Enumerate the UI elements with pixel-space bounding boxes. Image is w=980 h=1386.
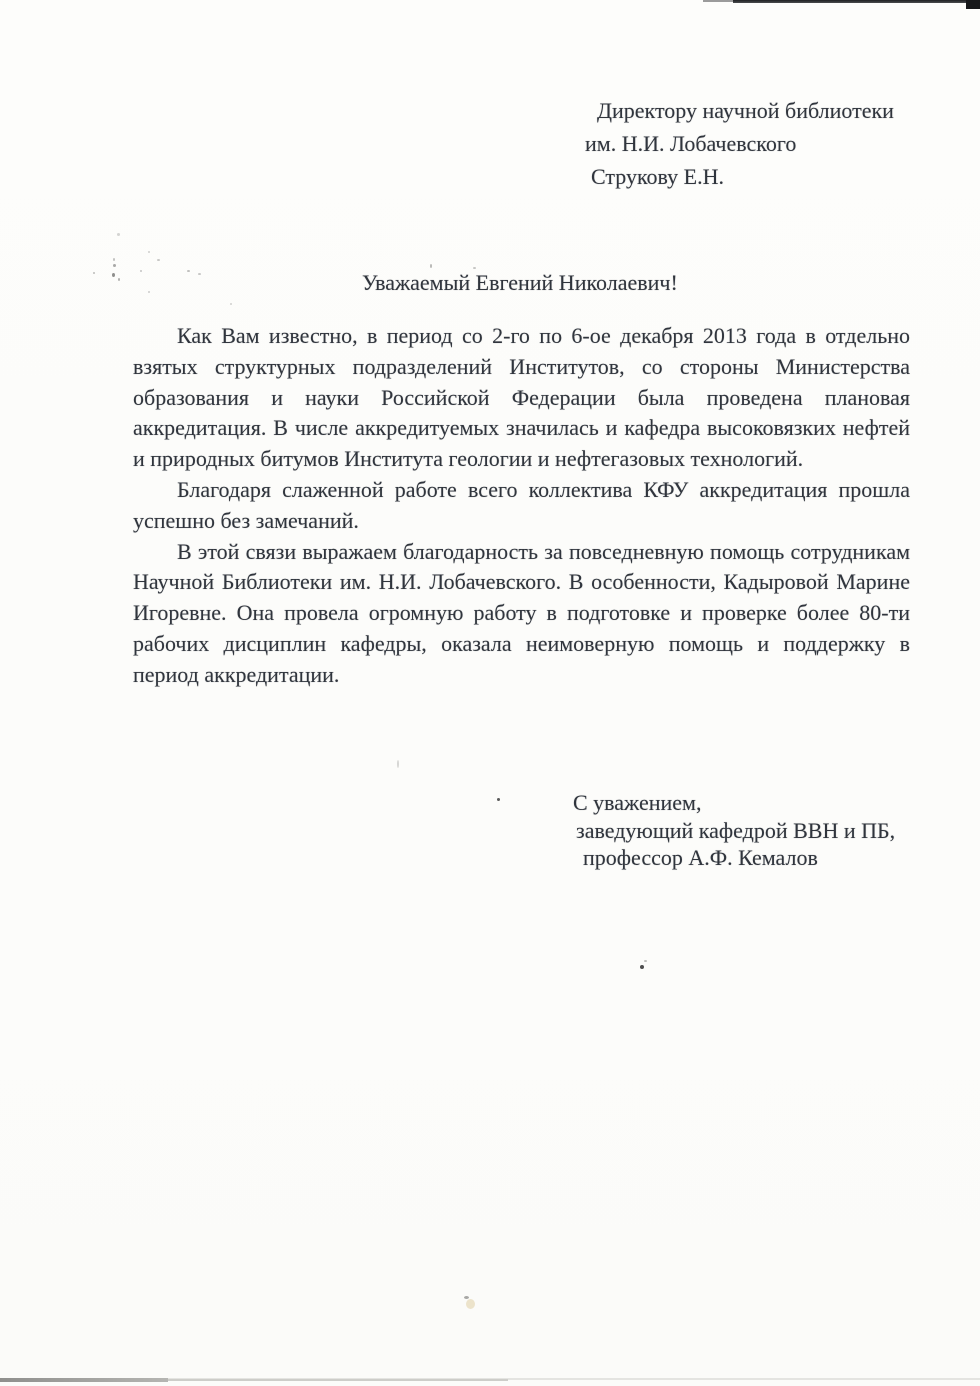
- scan-artifact-bottom-left-line: [0, 1378, 168, 1382]
- scan-speck: [113, 264, 116, 267]
- scan-speck: [473, 267, 476, 269]
- signature-block: [573, 789, 895, 872]
- signature-position: заведующий кафедрой ВВН и ПБ,: [576, 817, 896, 843]
- recipient-person: Струкову Е.Н.: [591, 164, 725, 189]
- scan-artifact-bottom-mid-line: [168, 1379, 508, 1381]
- recipient-title: Директору научной библиотеки: [597, 98, 894, 123]
- scan-speck: [397, 760, 399, 768]
- body-paragraph-3: В этой связи выражаем благодарность за повседневную помощь сотрудникам Научной Библиотеки им. Н.И. Лобачевского. В особенности, Кадыровой Марине Игоревне. Она провела огромную работу в подготовке и проверке более 80-ти рабочих дисциплин кафедры, оказала неимоверную помощь и поддержку в период аккредитации.: [133, 538, 910, 687]
- scan-speck: [430, 264, 432, 268]
- scan-speck: [640, 965, 644, 969]
- signature-name: профессор А.Ф. Кемалов: [583, 845, 818, 870]
- scan-speck: [198, 273, 201, 275]
- scan-speck: [187, 270, 190, 272]
- letter-body: [133, 321, 910, 691]
- scan-speck: [113, 258, 115, 261]
- scan-speck: [140, 270, 142, 272]
- scan-artifact-top-right-corner: [966, 0, 980, 9]
- signature-closing: С уважением,: [573, 790, 702, 815]
- scan-speck: [148, 291, 150, 293]
- body-paragraph-2: Благодаря слаженной работе всего коллектива КФУ аккредитация прошла успешно без замечаний.: [133, 476, 910, 533]
- scan-speck: [118, 278, 120, 281]
- scan-speck: [230, 303, 232, 305]
- recipient-library-name: им. Н.И. Лобачевского: [585, 131, 797, 156]
- recipient-block: [585, 94, 894, 193]
- scan-speck: [93, 272, 95, 274]
- scan-speck: [466, 1299, 475, 1309]
- scan-speck: [148, 251, 150, 253]
- body-paragraph-1: Как Вам известно, в период со 2-го по 6-ое декабря 2013 года в отдельно взятых структурных подразделений Институтов, со стороны Министерства образования и науки Российской Федерации была проведена плановая аккредитация. В числе аккредитуемых значилась и кафедра высоковязких нефтей и природных битумов Института геологии и нефтегазовых технологий.: [133, 323, 910, 472]
- scan-speck: [497, 798, 500, 801]
- scan-artifact-top-gray-segment: [703, 0, 735, 2]
- salutation: Уважаемый Евгений Николаевич!: [362, 270, 678, 295]
- scan-speck: [644, 960, 647, 962]
- scan-speck: [112, 273, 115, 277]
- scan-artifact-top-edge-line: [733, 0, 980, 3]
- scan-speck: [117, 233, 120, 236]
- scan-speck: [157, 259, 160, 261]
